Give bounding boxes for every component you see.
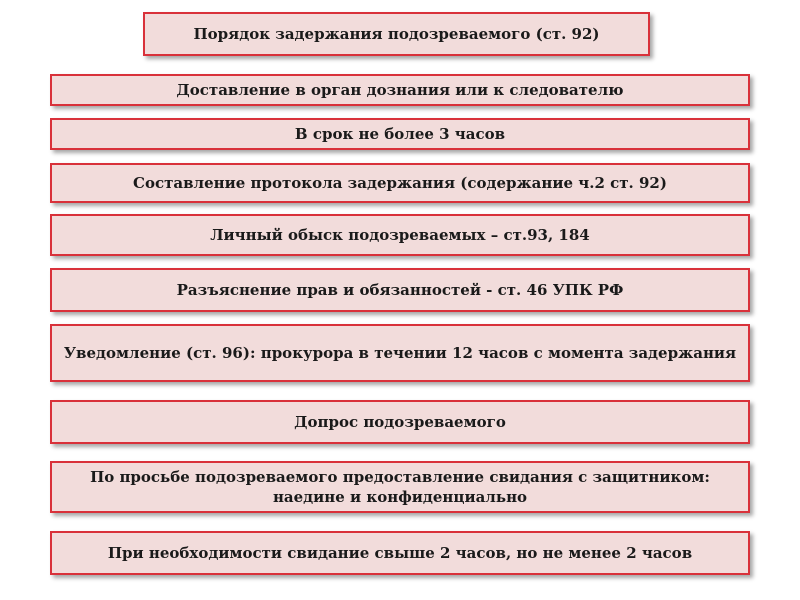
step-protocol-text: Составление протокола задержания (содержание ч.2 ст. 92) [133,173,667,192]
step-interrogation-text: Допрос подозреваемого [294,412,506,431]
step-box-interrogation [50,400,750,444]
step-defender-meeting-line1: По просьбе подозреваемого предоставление свидания с защитником: [90,467,710,486]
step-personal-search-text: Личный обыск подозреваемых – ст.93, 184 [210,225,590,244]
step-box-defender-meeting [50,461,750,513]
step-delivery-text: Доставление в орган дознания или к следователю [176,80,624,99]
step-rights-explanation-text: Разъяснение прав и обязанностей - ст. 46 УПК РФ [176,280,624,299]
step-notification-text: Уведомление (ст. 96): прокурора в течении 12 часов с момента задержания [63,343,737,362]
step-box-protocol [50,163,750,203]
step-extended-meeting-text: При необходимости свидание свыше 2 часов, но не менее 2 часов [107,543,693,562]
diagram-title-box [143,12,650,56]
step-box-personal-search [50,214,750,256]
step-box-notification [50,324,750,382]
step-box-time-limit [50,118,750,150]
step-defender-meeting-line2: наедине и конфиденциально [272,488,528,506]
step-box-delivery [50,74,750,106]
diagram-title: Порядок задержания подозреваемого (ст. 92) [193,24,600,43]
step-box-extended-meeting [50,531,750,575]
step-time-limit-text: В срок не более 3 часов [294,124,506,143]
step-box-rights-explanation [50,268,750,312]
